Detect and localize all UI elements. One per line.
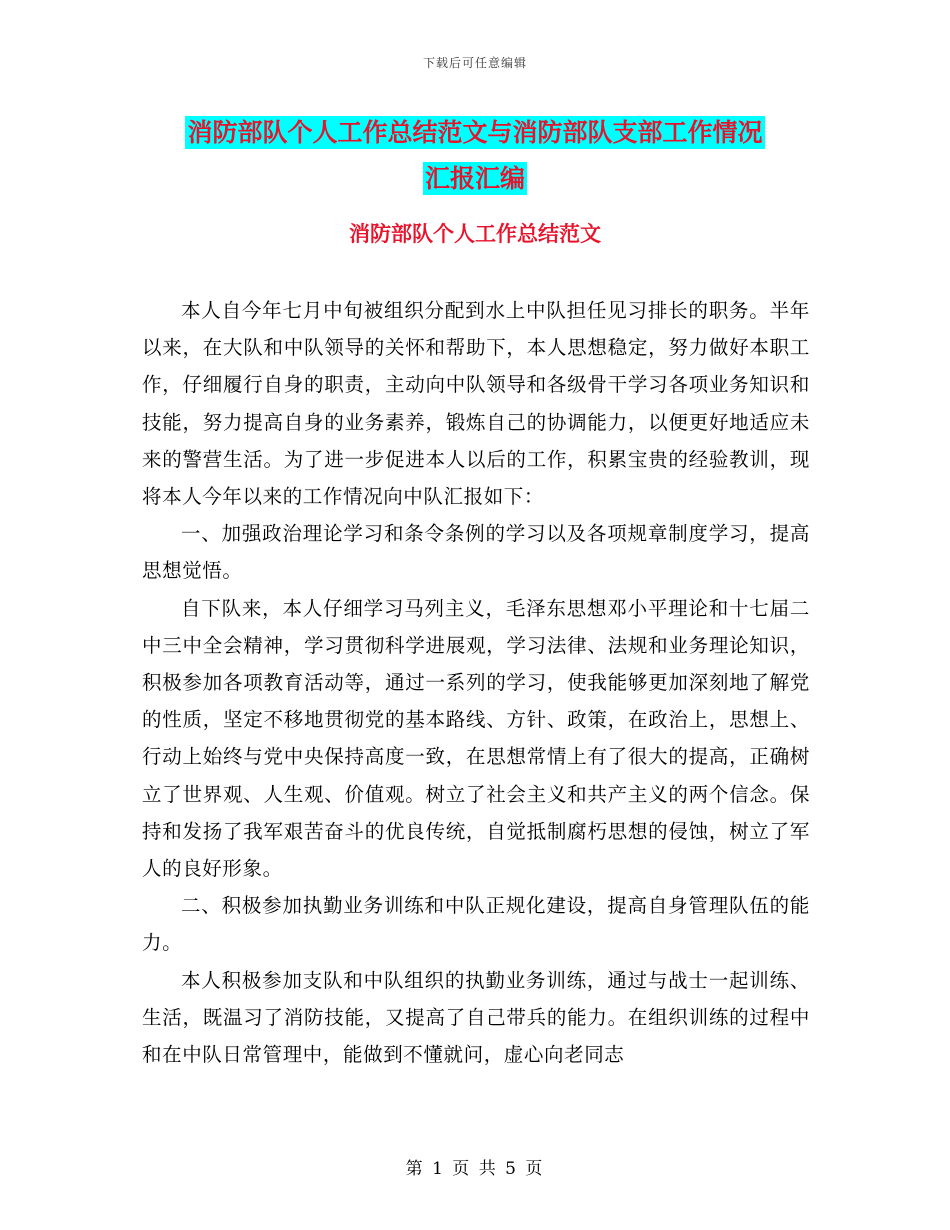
page-number: 第 1 页 共 5 页 xyxy=(405,1159,545,1179)
paragraph: 本人自今年七月中旬被组织分配到水上中队担任见习排长的职务。半年以来，在大队和中队领导的关怀和帮助下，本人思想稳定，努力做好本职工作，仔细履行自身的职责，主动向中队领导和各级骨干学习各项业务知识和技能，努力提高自身的业务素养，锻炼自己的协调能力，以便更好地适应未来的警营生活。为了进一步促进本人以后的工作，积累宝贵的经验教训，现将本人今年以来的工作情况向中队汇报如下： xyxy=(142,299,810,509)
document-title xyxy=(0,110,950,202)
paragraph: 一、加强政治理论学习和条令条例的学习以及各项规章制度学习，提高思想觉悟。 xyxy=(142,522,810,583)
paragraph: 二、积极参加执勤业务训练和中队正规化建设，提高自身管理队伍的能力。 xyxy=(142,894,810,955)
document-body xyxy=(142,292,810,1073)
section-title: 消防部队个人工作总结范文 xyxy=(349,221,601,246)
paragraph: 本人积极参加支队和中队组织的执勤业务训练，通过与战士一起训练、生活，既温习了消防技能，又提高了自己带兵的能力。在组织训练的过程中和在中队日常管理中，能做到不懂就问，虚心向老同志 xyxy=(142,968,810,1067)
document-title-line-1: 消防部队个人工作总结范文与消防部队支部工作情况 xyxy=(187,118,763,147)
document-title-line-2: 汇报汇编 xyxy=(424,164,525,193)
page-header-note: 下载后可任意编辑 xyxy=(422,56,527,70)
paragraph: 自下队来，本人仔细学习马列主义，毛泽东思想邓小平理论和十七届二中三中全会精神，学习贯彻科学进展观，学习法律、法规和业务理论知识，积极参加各项教育活动等，通过一系列的学习，使我能够更加深刻地了解党的性质，坚定不移地贯彻党的基本路线、方针、政策，在政治上，思想上、行动上始终与党中央保持高度一致，在思想常情上有了很大的提高，正确树立了世界观、人生观、价值观。树立了社会主义和共产主义的两个信念。保持和发扬了我军艰苦奋斗的优良传统，自觉抵制腐朽思想的侵蚀，树立了军人的良好形象。 xyxy=(142,596,810,881)
